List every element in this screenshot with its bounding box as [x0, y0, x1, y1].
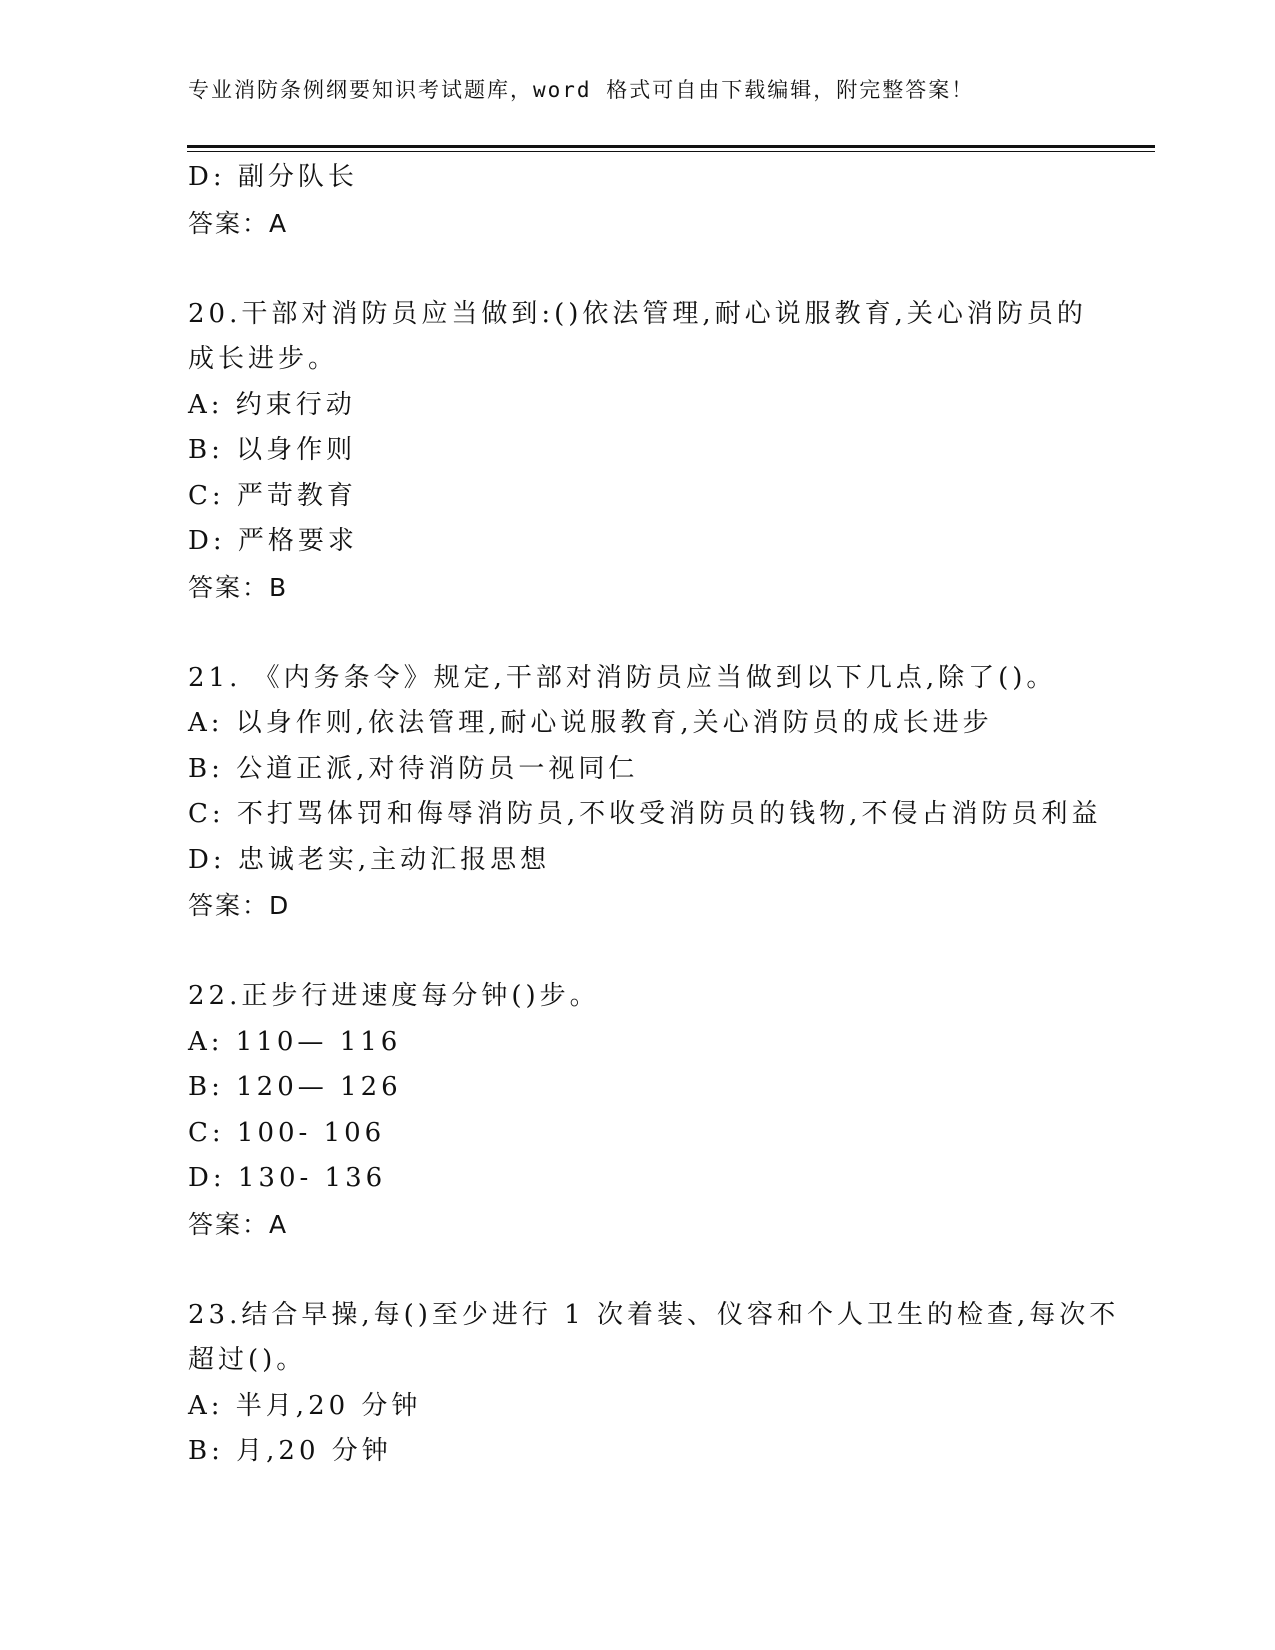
answer-line: 答案：A [188, 208, 289, 238]
blank-line [188, 246, 1088, 292]
question-text: 超过()。 [188, 1345, 307, 1375]
option-line: D: 副分队长 [188, 162, 358, 192]
option-line: C: 不打骂体罚和侮辱消防员,不收受消防员的钱物,不侵占消防员利益 [188, 799, 1102, 829]
option-line: B: 公道正派,对待消防员一视同仁 [188, 753, 639, 784]
option-line: A: 半月,20 分钟 [188, 1390, 422, 1421]
blank-line [188, 1247, 1088, 1293]
question-list [188, 155, 1120, 1475]
blank-line [188, 929, 1088, 975]
question-text: 20.干部对消防员应当做到:()依法管理,耐心说服教育,关心消防员的 [188, 298, 1087, 329]
option-line: D: 130- 136 [188, 1163, 387, 1193]
answer-line: 答案：A [188, 1209, 289, 1239]
option-line: D: 严格要求 [188, 526, 358, 556]
header-rule-thin [187, 151, 1155, 152]
option-line: A: 110— 116 [188, 1026, 402, 1057]
option-line: A: 约束行动 [188, 389, 356, 420]
question-text: 成长进步。 [188, 344, 339, 374]
question-text: 23.结合早操,每()至少进行 1 次着装、仪容和个人卫生的检查,每次不 [188, 1299, 1120, 1330]
option-line: A: 以身作则,依法管理,耐心说服教育,关心消防员的成长进步 [188, 708, 993, 738]
option-line: D: 忠诚老实,主动汇报思想 [188, 844, 551, 875]
question-text: 22.正步行进速度每分钟()步。 [188, 981, 600, 1011]
answer-line: 答案：D [188, 891, 291, 920]
answer-line: 答案：B [188, 572, 289, 602]
option-line: C: 100- 106 [188, 1117, 386, 1148]
option-line: C: 严苛教育 [188, 480, 357, 511]
option-line: B: 120— 126 [188, 1072, 402, 1102]
option-line: B: 以身作则 [188, 435, 357, 465]
document-header: 专业消防条例纲要知识考试题库，word 格式可自由下载编辑，附完整答案！ [188, 78, 975, 102]
question-text: 21. 《内务条令》规定,干部对消防员应当做到以下几点,除了()。 [188, 662, 1057, 693]
blank-line [188, 610, 1088, 656]
option-line: B: 月,20 分钟 [188, 1436, 392, 1466]
header-rule-thick [187, 145, 1155, 148]
